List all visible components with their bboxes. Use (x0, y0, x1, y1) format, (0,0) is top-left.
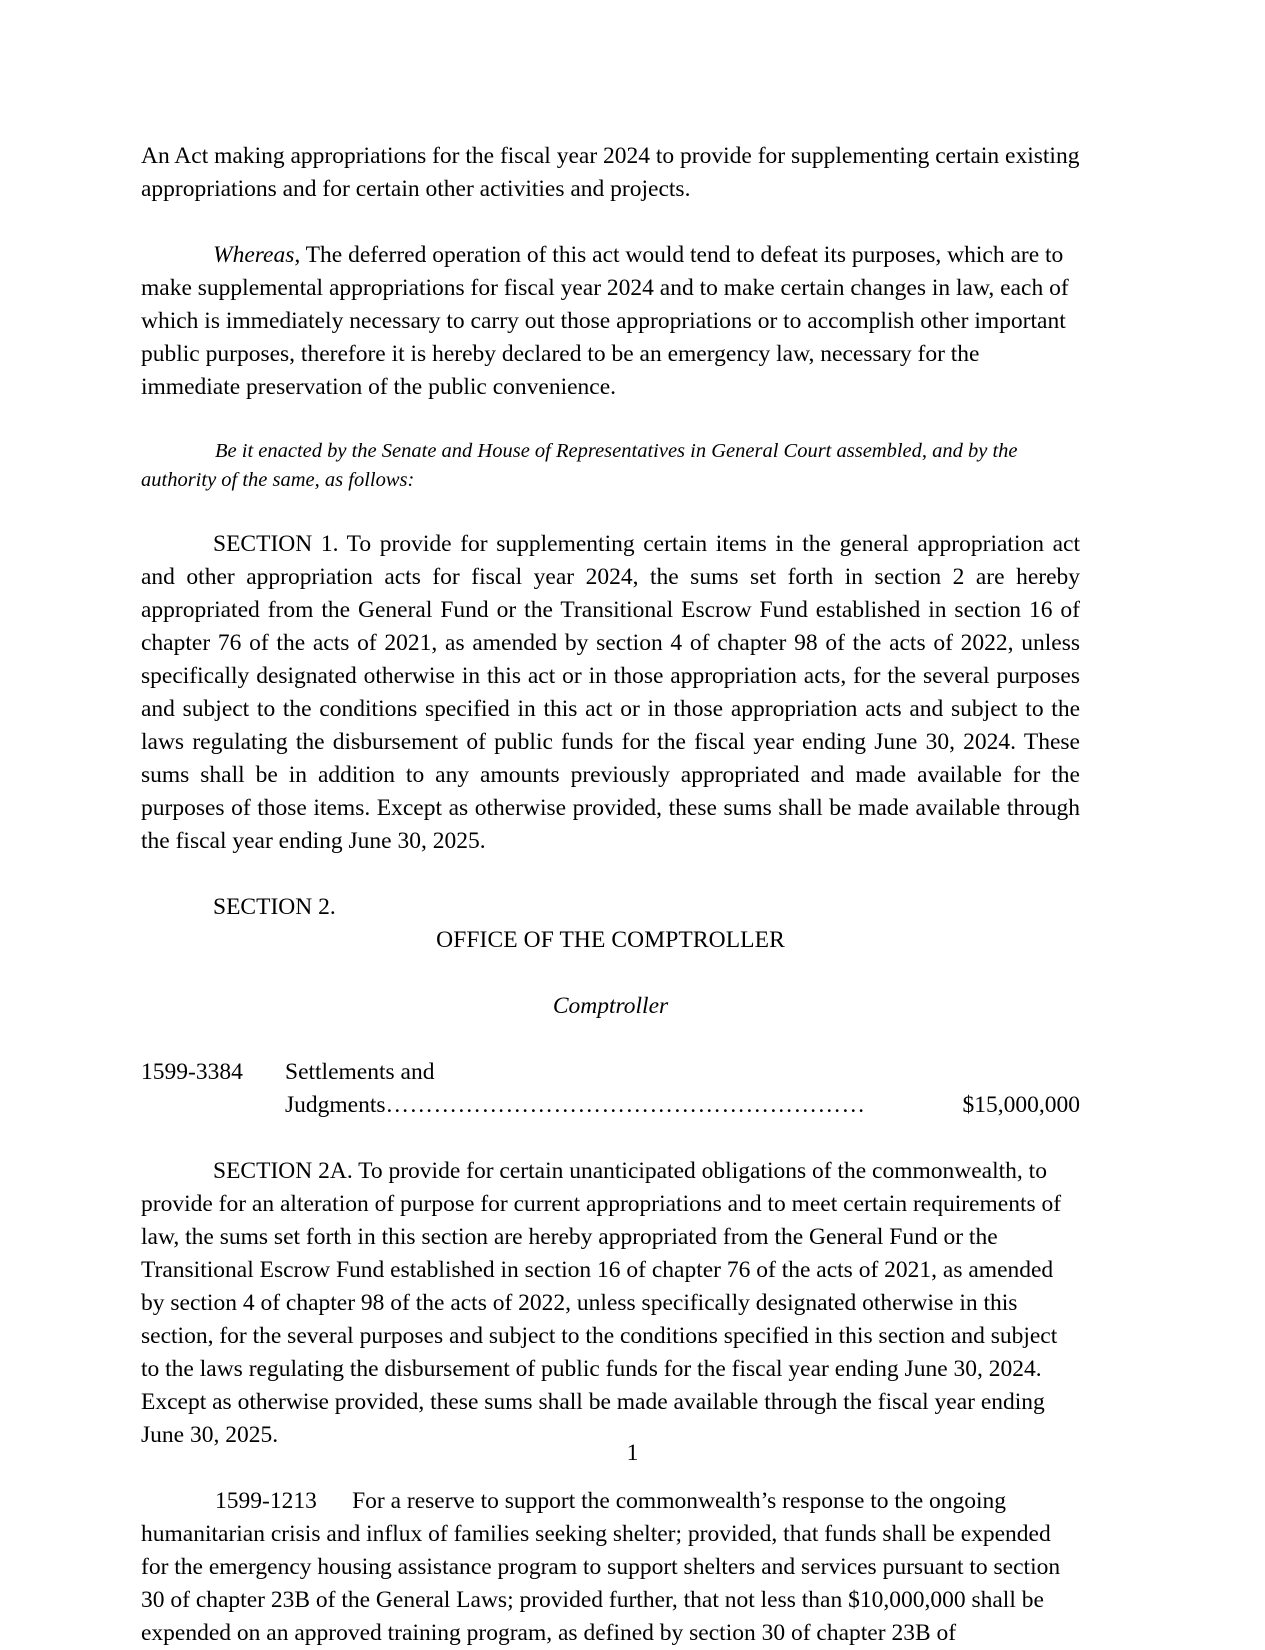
whereas-paragraph (141, 239, 1080, 404)
agency-heading: OFFICE OF THE COMPTROLLER (436, 927, 785, 953)
spacer (141, 404, 1080, 437)
whereas-lead-italic: Whereas, (213, 242, 301, 268)
page-number-footer: 1 (626, 1440, 639, 1466)
enacting-clause: Be it enacted by the Senate and House of Representatives in General Court assembled, and by the authority of the same, as follows: (141, 440, 1018, 491)
line-item-name-line-1: Settlements and (285, 1059, 435, 1085)
spacer (141, 1122, 1080, 1155)
item-1599-1213-paragraph (141, 1485, 1080, 1650)
line-item-leader-row (141, 1089, 1080, 1122)
spacer (141, 957, 1080, 990)
section-1-paragraph: SECTION 1. To provide for supplementing certain items in the general appropriation act and other appropriation acts for fiscal year 2024, the sums set forth in section 2 are hereby appropriated from the General Fund or the Transitional Escrow Fund established in section 16 of chapter 76 of the acts of 2021, as amended by section 4 of chapter 98 of the acts of 2022, unless specifically designated otherwise in this act or in those appropriation acts, for the several purposes and subject to the conditions specified in this act or in those appropriation acts and subject to the laws regulating the disbursement of public funds for the fiscal year ending June 30, 2024. These sums shall be in addition to any amounts previously appropriated and made available for the purposes of those items. Except as otherwise provided, these sums shall be made available through the fiscal year ending June 30, 2025. (141, 531, 1080, 854)
spacer (141, 206, 1080, 239)
line-item-account-code: 1599-3384 (141, 1059, 243, 1085)
document-body (141, 140, 1080, 1650)
appropriation-line-item (141, 1056, 1080, 1122)
line-item-dot-leader: …………………………………………………… (385, 1092, 866, 1118)
line-item-amount: $15,000,000 (962, 1092, 1080, 1118)
section-2-label: SECTION 2. (213, 894, 336, 920)
agency-subheading: Comptroller (552, 993, 669, 1019)
spacer (141, 495, 1080, 528)
line-item-name-line-2: Judgments (285, 1092, 386, 1118)
spacer (141, 1023, 1080, 1056)
spacer (141, 858, 1080, 891)
act-title-paragraph: An Act making appropriations for the fiscal year 2024 to provide for supplementing certain existing appropriations and for certain other activities and projects. (141, 143, 1080, 202)
line-item-first-row (141, 1056, 1080, 1089)
item-1599-1213-text: For a reserve to support the commonwealth’s response to the ongoing humanitarian crisis and influx of families seeking shelter; provided, that funds shall be expended for the emergency housing assistance program to support shelters and services pursuant to section 30 of chapter 23B of the General Laws; provided further, that not less than $10,000,000 shall be expended on an approved training program, as defined by section 30 of chapter 23B of (141, 1488, 1061, 1646)
section-2a-paragraph: SECTION 2A. To provide for certain unanticipated obligations of the commonwealth, to provide for an alteration of purpose for current appropriations and to meet certain requirements of law, the sums set forth in this section are hereby appropriated from the General Fund or the Transitional Escrow Fund established in section 16 of chapter 76 of the acts of 2021, as amended by section 4 of chapter 98 of the acts of 2022, unless specifically designated otherwise in this section, for the several purposes and subject to the conditions specified in this section and subject to the laws regulating the disbursement of public funds for the fiscal year ending June 30, 2024. Except as otherwise provided, these sums shall be made available through the fiscal year ending June 30, 2025. (141, 1158, 1062, 1448)
item-1599-1213-code: 1599-1213 (215, 1488, 317, 1514)
whereas-body-text: The deferred operation of this act would tend to defeat its purposes, which are to make supplemental appropriations for fiscal year 2024 and to make certain changes in law, each of which is immediately necessary to carry out those appropriations or to accomplish other important public purposes, therefore it is hereby declared to be an emergency law, necessary for the immediate preservation of the public convenience. (141, 242, 1069, 400)
